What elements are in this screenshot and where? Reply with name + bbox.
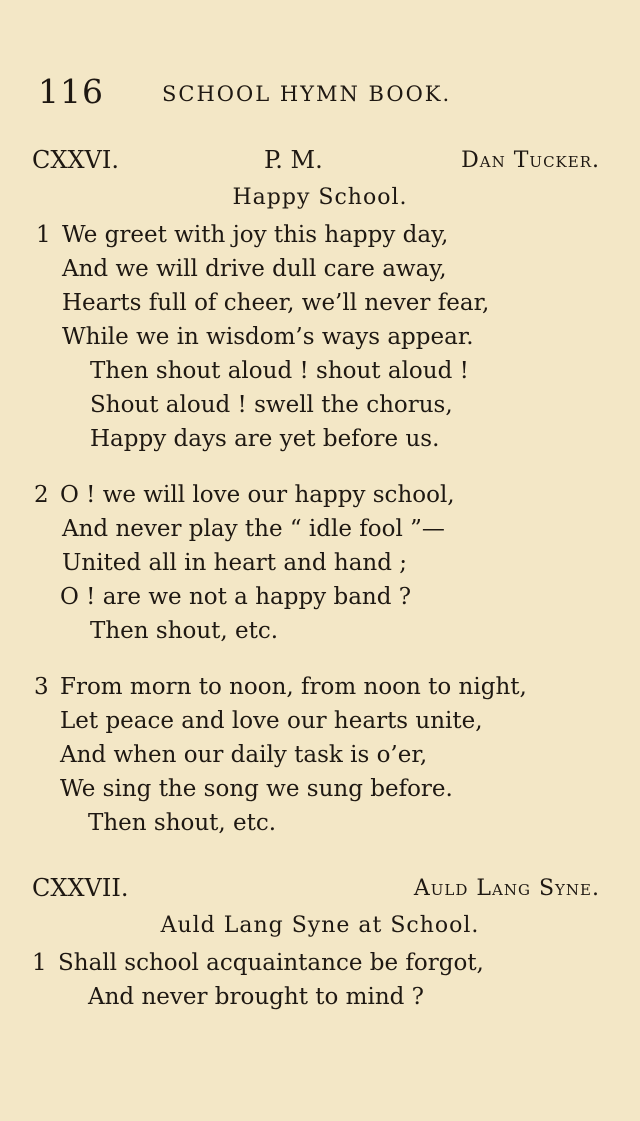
verse-number: 1: [36, 222, 51, 248]
verse-line: And never brought to mind ?: [88, 984, 425, 1010]
verse-number: 1: [32, 950, 47, 976]
verse-line: Hearts full of cheer, we’ll never fear,: [62, 290, 490, 316]
hymn-number: CXXVI.: [32, 146, 119, 174]
hymn-title: Happy School.: [232, 185, 408, 210]
hymn-tune: Dan Tucker.: [461, 148, 600, 173]
chorus-line: Happy days are yet before us.: [90, 426, 440, 452]
hymn-tune: Auld Lang Syne.: [413, 876, 600, 901]
verse-number: 3: [34, 674, 49, 700]
verse-line: And we will drive dull care away,: [62, 256, 447, 282]
verse-line: And never play the “ idle fool ”—: [62, 516, 445, 542]
running-title: SCHOOL HYMN BOOK.: [162, 82, 452, 106]
verse-line: O ! we will love our happy school,: [60, 482, 455, 508]
hymn-title: Auld Lang Syne at School.: [160, 913, 480, 938]
hymn-number: CXXVII.: [32, 874, 129, 902]
chorus-line: Then shout, etc.: [90, 618, 279, 644]
verse-line: We greet with joy this happy day,: [62, 222, 449, 248]
verse-line: Shall school acquaintance be forgot,: [58, 950, 484, 976]
hymn-meter: P. M.: [264, 146, 323, 174]
verse-line: O ! are we not a happy band ?: [60, 584, 412, 610]
hymn-heading: [32, 146, 600, 180]
verse-line: Let peace and love our hearts unite,: [60, 708, 483, 734]
page-number: 116: [38, 72, 104, 111]
verse-line: From morn to noon, from noon to night,: [60, 674, 527, 700]
chorus-line: Shout aloud ! swell the chorus,: [90, 392, 453, 418]
verse-line: While we in wisdom’s ways appear.: [62, 324, 474, 350]
verse-line: And when our daily task is o’er,: [60, 742, 428, 768]
verse-line: United all in heart and hand ;: [62, 550, 408, 576]
verse-number: 2: [34, 482, 49, 508]
chorus-line: Then shout aloud ! shout aloud !: [90, 358, 469, 384]
chorus-line: Then shout, etc.: [88, 810, 277, 836]
verse-line: We sing the song we sung before.: [60, 776, 453, 802]
hymn-heading: [32, 874, 600, 908]
page-header: [38, 72, 598, 112]
